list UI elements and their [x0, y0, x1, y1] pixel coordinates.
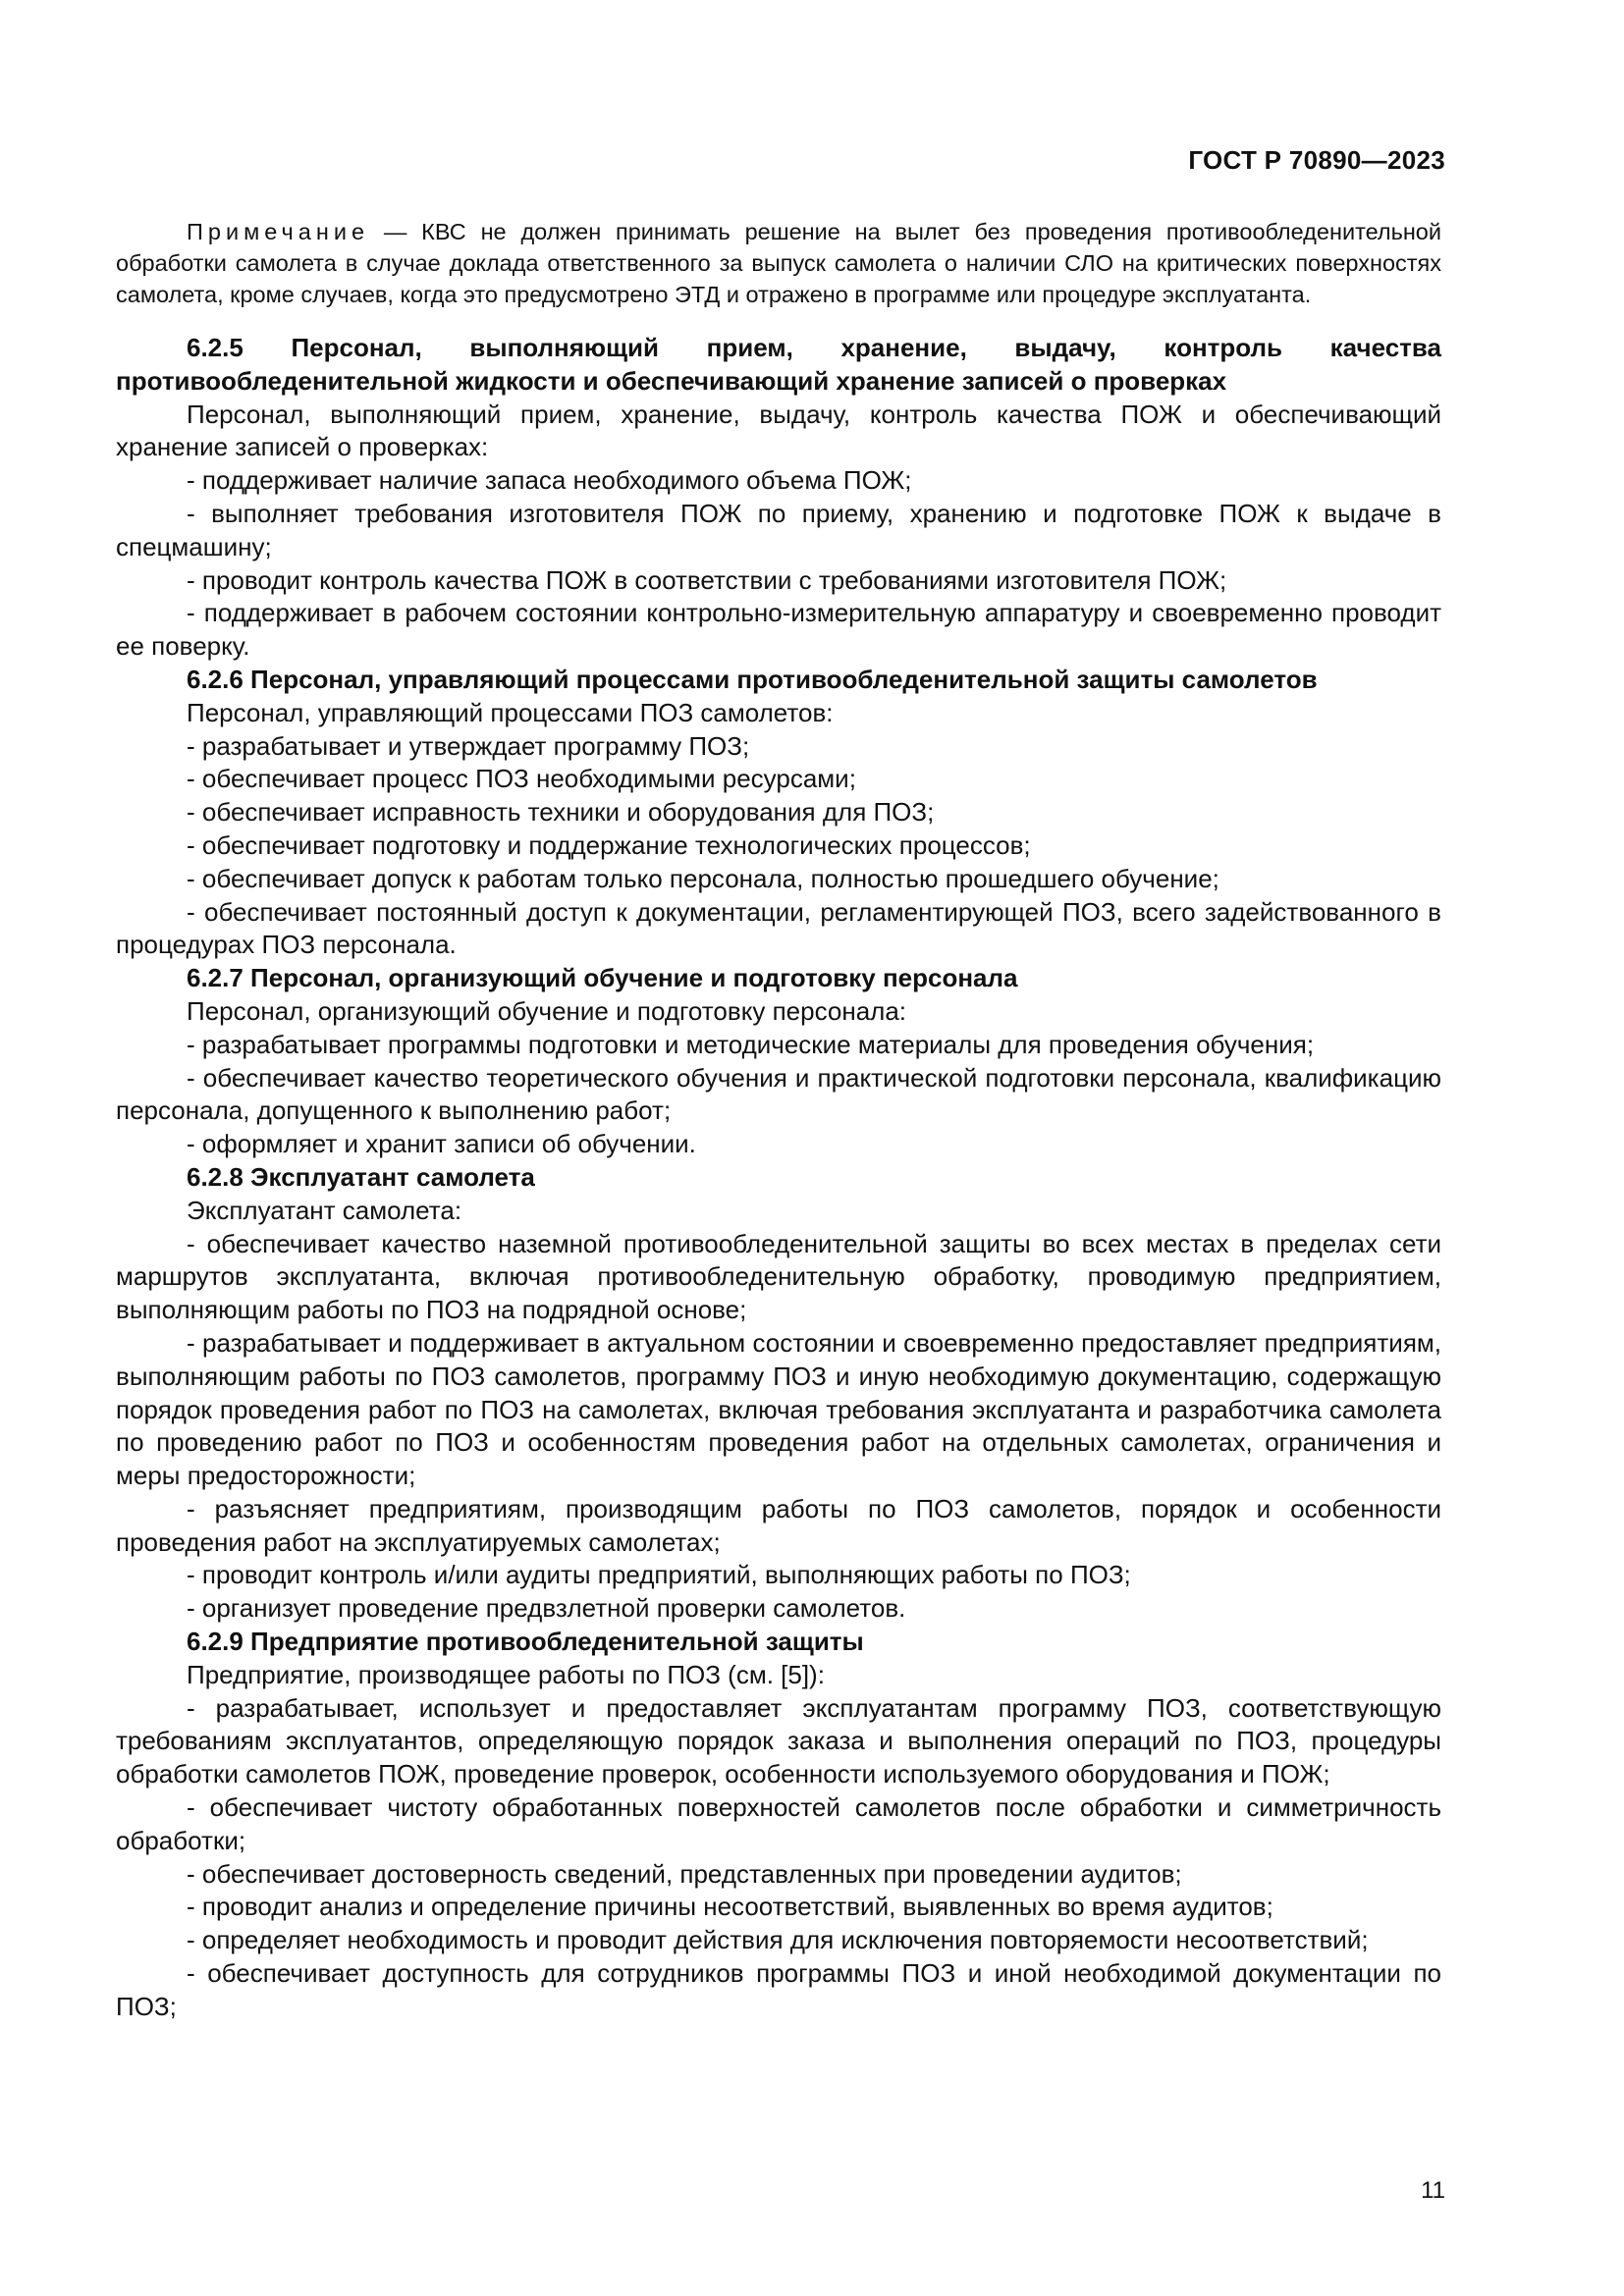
note-label: Примечание — [187, 219, 370, 244]
list-item: - поддерживает наличие запаса необходимого объема ПОЖ; — [187, 465, 912, 496]
list-item: - выполняет требования изготовителя ПОЖ по приему, хранению и подготовке ПОЖ к выдаче в спецмашину; — [116, 498, 1441, 561]
section-intro: Эксплуатант самолета: — [187, 1195, 462, 1225]
section-heading-6-2-6: 6.2.6 Персонал, управляющий процессами противообледенительной защиты самолетов — [187, 664, 1318, 694]
section-intro: Персонал, управляющий процессами ПОЗ самолетов: — [187, 697, 834, 727]
note-paragraph — [116, 216, 1441, 310]
section-heading-6-2-7: 6.2.7 Персонал, организующий обучение и подготовку персонала — [187, 963, 1018, 993]
list-item: - обеспечивает качество наземной противообледенительной защиты во всех местах в пределах сети маршрутов эксплуатанта, включая противообледенительную обработку, проводимую предприятием, выполняющим работы по ПОЗ на подрядной основе; — [116, 1228, 1441, 1325]
list-item: - обеспечивает качество теоретического обучения и практической подготовки персонала, квалификацию персонала, допущенного к выполнению работ; — [116, 1062, 1441, 1126]
list-item: - обеспечивает постоянный доступ к документации, регламентирующей ПОЗ, всего задействованного в процедурах ПОЗ персонала. — [116, 896, 1441, 960]
list-item: - организует проведение предвзлетной проверки самолетов. — [187, 1593, 906, 1624]
list-item: - обеспечивает чистоту обработанных поверхностей самолетов после обработки и симметричность обработки; — [116, 1792, 1441, 1855]
list-item: - определяет необходимость и проводит действия для исключения повторяемости несоответствий; — [187, 1925, 1369, 1955]
list-item: - обеспечивает процесс ПОЗ необходимыми ресурсами; — [187, 764, 856, 794]
list-item: - обеспечивает исправность техники и оборудования для ПОЗ; — [187, 797, 935, 828]
list-item: - разрабатывает программы подготовки и методические материалы для проведения обучения; — [187, 1029, 1315, 1059]
list-item: - разрабатывает и утверждает программу ПОЗ; — [187, 730, 750, 761]
note-text: — КВС не должен принимать решение на вылет без проведения противообледенительной обработки самолета в случае доклада ответственного за выпуск самолета о наличии СЛО на критических поверхностях самолета, кроме случаев, когда это предусмотрено ЭТД и отражено в программе или процедуре эксплуатанта. — [116, 219, 1441, 307]
list-item: - оформляет и хранит записи об обучении. — [187, 1129, 696, 1159]
list-item: - разрабатывает, использует и предоставляет эксплуатантам программу ПОЗ, соответствующую требованиям эксплуатантов, определяющую порядок заказа и выполнения операций по ПОЗ, процедуры обработки самолетов ПОЖ, проведение проверок, особенности используемого оборудования и ПОЖ; — [116, 1692, 1441, 1789]
list-item: - обеспечивает подготовку и поддержание технологических процессов; — [187, 829, 1031, 860]
list-item: - разъясняет предприятиям, производящим работы по ПОЗ самолетов, порядок и особенности проведения работ на эксплуатируемых самолетах; — [116, 1493, 1441, 1557]
section-intro: Предприятие, производящее работы по ПОЗ (см. [5]): — [187, 1659, 825, 1689]
list-item: - проводит контроль и/или аудиты предприятий, выполняющих работы по ПОЗ; — [187, 1560, 1131, 1590]
section-heading-6-2-8: 6.2.8 Эксплуатант самолета — [187, 1161, 535, 1192]
page-body — [116, 216, 1441, 2024]
list-item: - проводит анализ и определение причины несоответствий, выявленных во время аудитов; — [187, 1892, 1273, 1922]
list-item: - обеспечивает доступность для сотрудников программы ПОЗ и иной необходимой документации по ПОЗ; — [116, 1958, 1441, 2021]
section-heading-6-2-5: 6.2.5 Персонал, выполняющий прием, хранение, выдачу, контроль качества противообледенительной жидкости и обеспечивающий хранение записей о проверках — [116, 333, 1441, 396]
section-intro: Персонал, организующий обучение и подготовку персонала: — [187, 995, 907, 1026]
list-item: - обеспечивает допуск к работам только персонала, полностью прошедшего обучение; — [187, 863, 1219, 893]
list-item: - проводит контроль качества ПОЖ в соответствии с требованиями изготовителя ПОЖ; — [187, 564, 1227, 595]
list-item: - поддерживает в рабочем состоянии контрольно-измерительную аппаратуру и своевременно проводит ее поверку. — [116, 598, 1441, 662]
list-item: - обеспечивает достоверность сведений, представленных при проведении аудитов; — [187, 1858, 1182, 1889]
section-heading-6-2-9: 6.2.9 Предприятие противообледенительной защиты — [187, 1627, 864, 1657]
list-item: - разрабатывает и поддерживает в актуальном состоянии и своевременно предоставляет предприятиям, выполняющим работы по ПОЗ самолетов, программу ПОЗ и иную необходимую документацию, содержащую порядок проведения работ по ПОЗ на самолетах, включая требования эксплуатанта и разработчика самолета по проведению работ по ПОЗ и особенностям проведения работ на отдельных самолетах, ограничения и меры предосторожности; — [116, 1327, 1441, 1491]
page-number: 11 — [1421, 2177, 1445, 2204]
standard-number: ГОСТ Р 70890—2023 — [1188, 145, 1445, 175]
section-intro: Персонал, выполняющий прием, хранение, выдачу, контроль качества ПОЖ и обеспечивающий хранение записей о проверках: — [116, 399, 1441, 462]
